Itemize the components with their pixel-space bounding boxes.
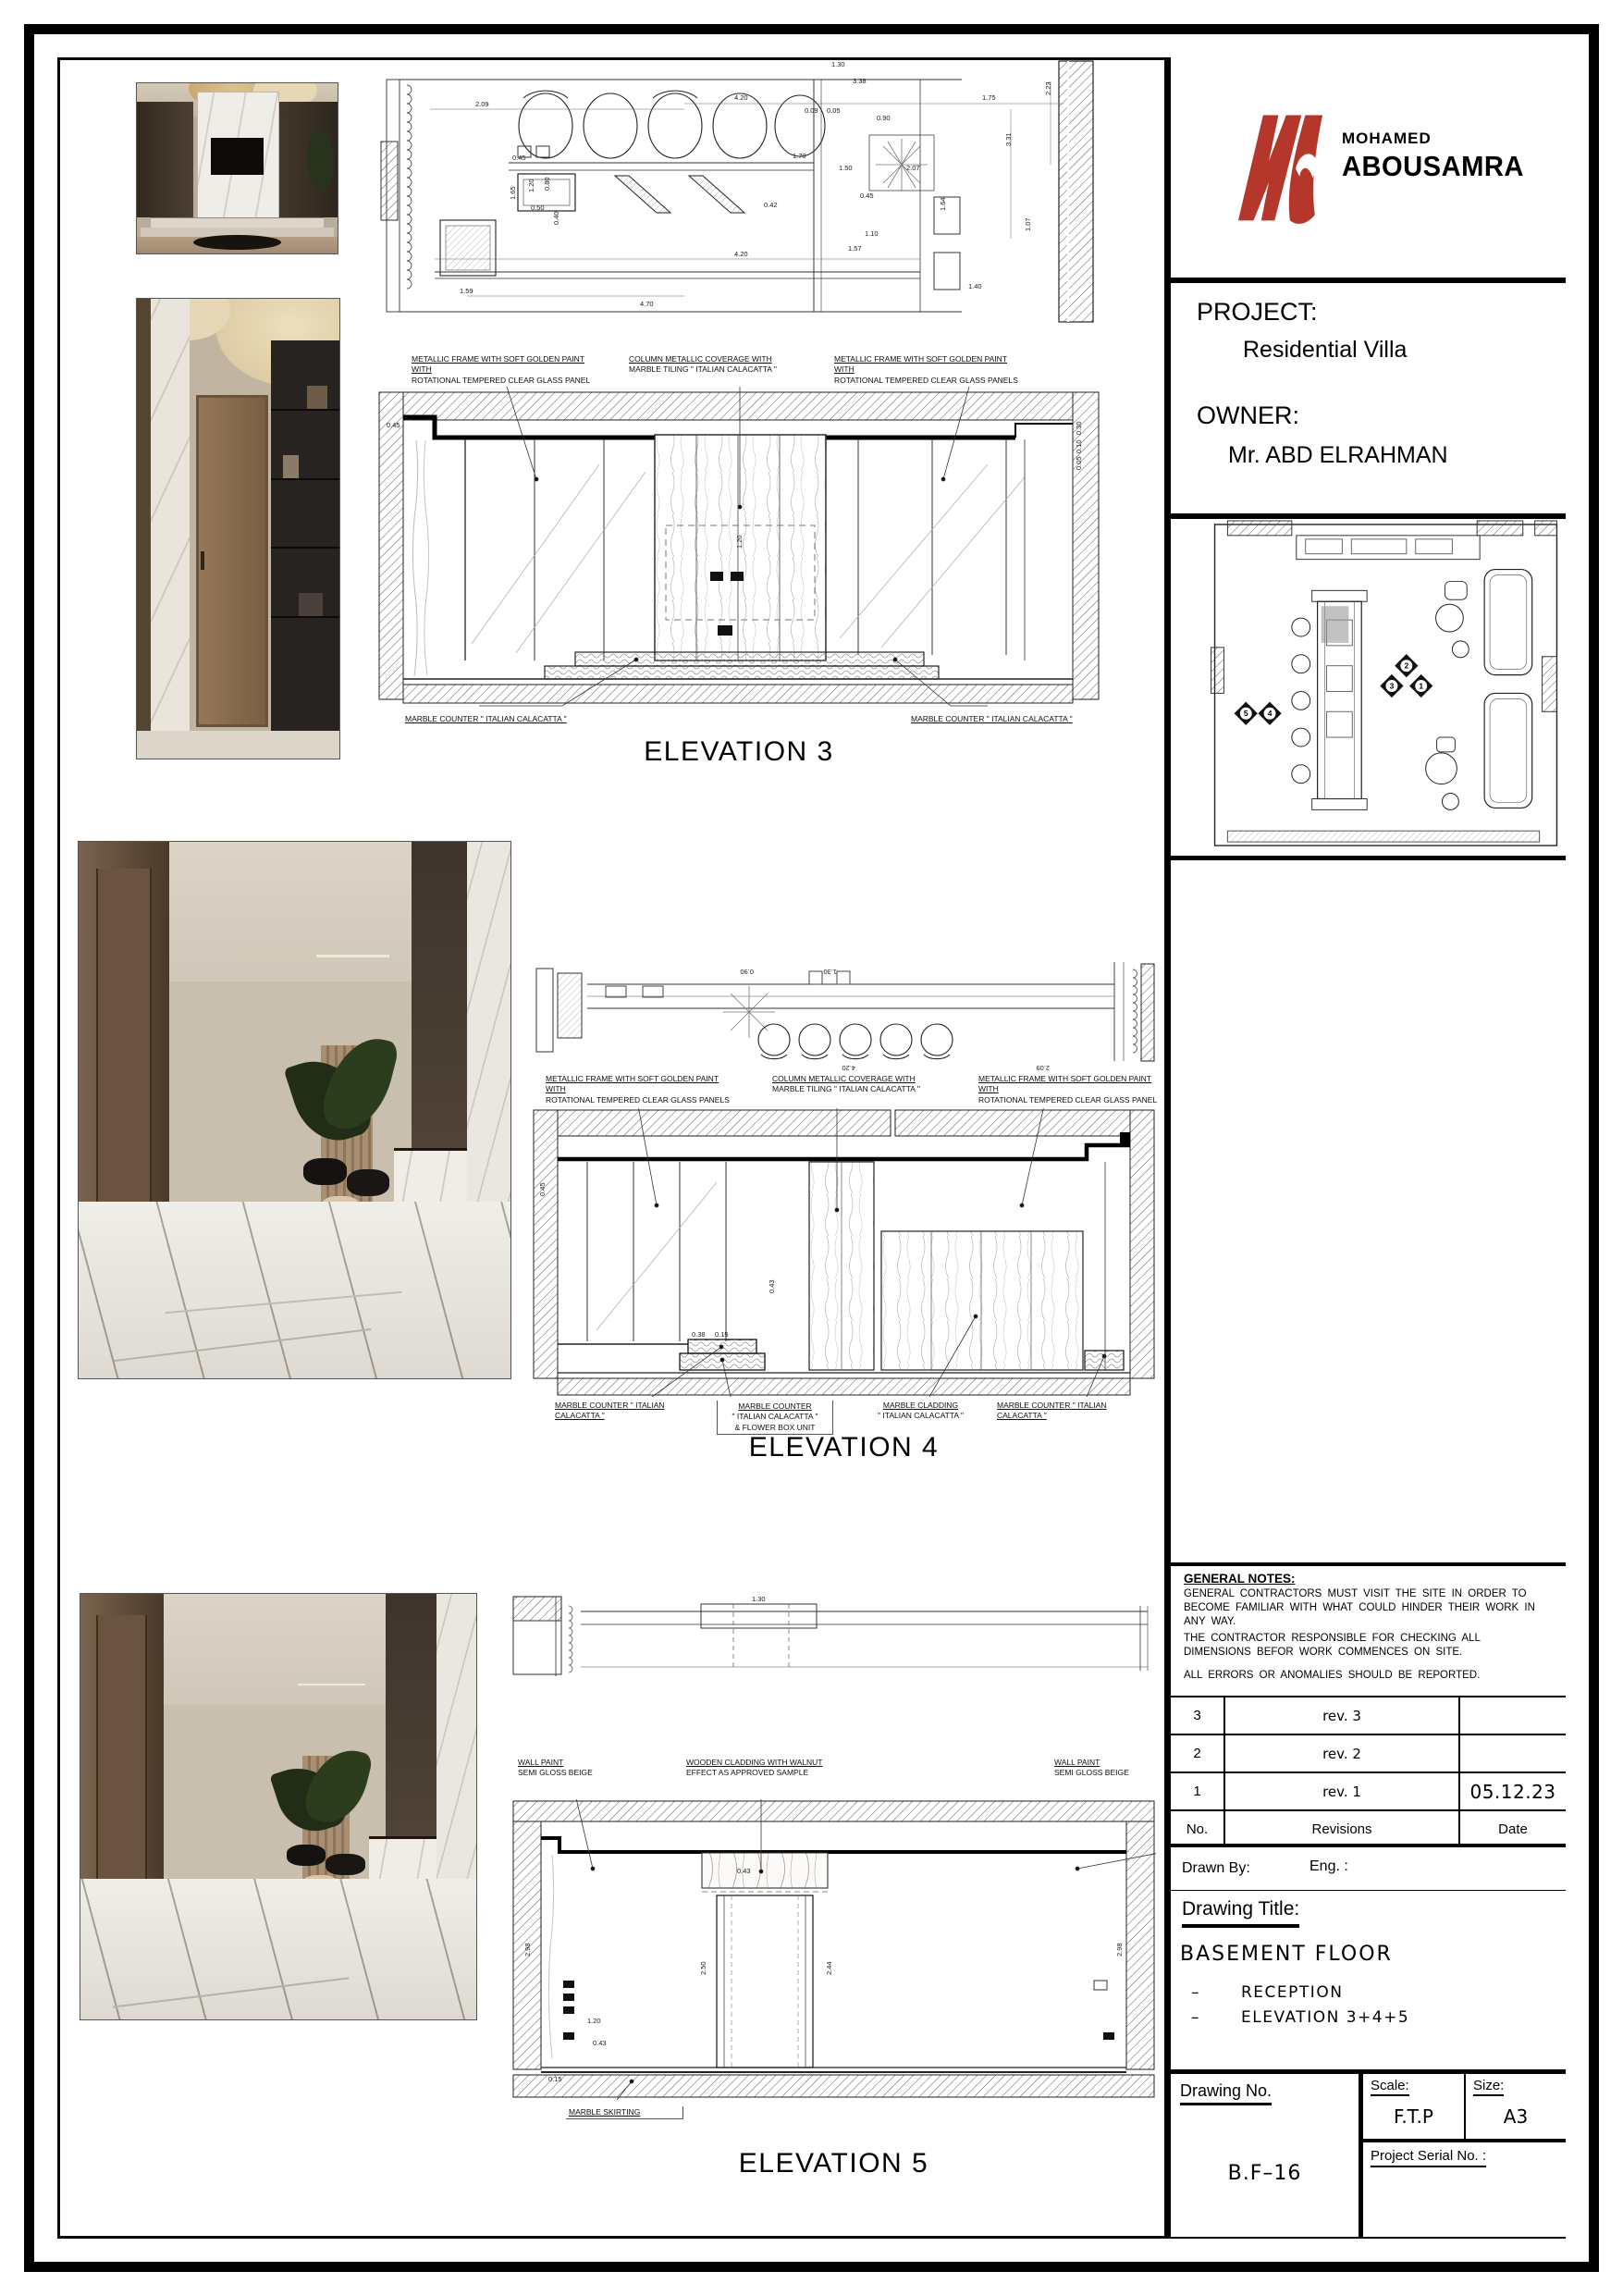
svg-text:0.40: 0.40: [552, 211, 560, 225]
svg-text:0.43: 0.43: [737, 1867, 751, 1875]
svg-text:0.05: 0.05: [827, 106, 841, 115]
svg-text:1: 1: [1419, 681, 1424, 691]
callout-wall-paint-right: WALL PAINT SEMI GLOSS BEIGE: [1054, 1758, 1129, 1778]
photo-shelf-line: [271, 409, 339, 411]
callout-column-coverage: COLUMN METALLIC COVERAGE WITH MARBLE TILING " ITALIAN CALACATTA ": [629, 354, 777, 375]
svg-text:4: 4: [1267, 709, 1273, 719]
brand-name-top: MOHAMED: [1342, 130, 1432, 147]
svg-text:2.44: 2.44: [825, 1961, 833, 1975]
svg-text:1.57: 1.57: [848, 244, 862, 253]
svg-text:1.07: 1.07: [1024, 217, 1032, 231]
callout-marble-counter-flowerbox: MARBLE COUNTER " ITALIAN CALACATTA " & FLOWER BOX UNIT: [717, 1401, 833, 1435]
photo-shelf-line: [271, 478, 339, 480]
svg-text:3: 3: [1389, 681, 1395, 691]
callout-wooden-cladding: WOODEN CLADDING WITH WALNUT EFFECT AS APPROVED SAMPLE: [686, 1758, 823, 1778]
callout-column-coverage: COLUMN METALLIC COVERAGE WITH MARBLE TILING " ITALIAN CALACATTA ": [772, 1074, 920, 1094]
owner-label: OWNER:: [1197, 401, 1299, 429]
revision-no: 3: [1193, 1708, 1201, 1723]
photo-wood-door: [196, 395, 268, 727]
svg-text:0.09: 0.09: [805, 106, 818, 115]
svg-text:4.20: 4.20: [734, 93, 748, 102]
svg-text:1.30: 1.30: [752, 1595, 766, 1603]
drawing-title-dash: –: [1191, 1983, 1199, 2002]
svg-text:1.75: 1.75: [982, 93, 996, 102]
svg-text:0.05: 0.05: [1075, 456, 1083, 470]
svg-text:2: 2: [1404, 660, 1409, 671]
svg-text:1.20: 1.20: [735, 535, 744, 549]
svg-text:2.98: 2.98: [1115, 1943, 1124, 1957]
callout-metallic-frame-right: METALLIC FRAME WITH SOFT GOLDEN PAINT WITH ROTATIONAL TEMPERED CLEAR GLASS PANEL: [978, 1074, 1158, 1105]
svg-text:2.07: 2.07: [906, 164, 920, 172]
svg-text:1.30: 1.30: [823, 968, 837, 976]
photo-ceiling-light: [298, 1684, 365, 1686]
owner-name: Mr. ABD ELRAHMAN: [1228, 442, 1448, 468]
project-label: PROJECT:: [1197, 298, 1318, 326]
scale-value: F.T.P: [1394, 2105, 1433, 2128]
drawn-by-box: [1171, 1844, 1566, 1895]
svg-text:2.09: 2.09: [475, 100, 489, 108]
size-value: A3: [1503, 2105, 1529, 2128]
svg-text:1.20: 1.20: [527, 179, 535, 192]
photo-stool: [287, 1845, 326, 1866]
svg-text:1.64: 1.64: [939, 197, 947, 211]
photo-floor-marble: [80, 1879, 476, 2019]
svg-text:3.38: 3.38: [853, 77, 867, 85]
revision-no: 1: [1193, 1784, 1201, 1799]
ceiling-section-drawing-5: [511, 1593, 1156, 1681]
svg-text:0.45: 0.45: [860, 191, 874, 200]
titleblock-divider: [1164, 57, 1171, 2237]
svg-text:1.50: 1.50: [839, 164, 853, 172]
revision-row: [1171, 1771, 1566, 1809]
svg-text:2.98: 2.98: [523, 1943, 532, 1957]
photo-stool: [303, 1158, 347, 1185]
svg-text:0.45: 0.45: [512, 154, 526, 162]
drawing-no-cell: [1171, 2074, 1363, 2237]
drawing-info-box: [1171, 2074, 1566, 2237]
photo-shelf-line: [271, 547, 339, 549]
drawing-no-label: Drawing No.: [1180, 2081, 1272, 2105]
photo-plant: [307, 131, 333, 190]
revision-header-desc: Revisions: [1223, 1811, 1458, 1847]
elevation4-title: ELEVATION 4: [748, 1432, 940, 1463]
elevation4-drawing: [532, 1108, 1156, 1397]
callout-metallic-frame-left: METALLIC FRAME WITH SOFT GOLDEN PAINT WITH ROTATIONAL TEMPERED CLEAR GLASS PANELS: [546, 1074, 730, 1105]
svg-text:0.50: 0.50: [531, 204, 545, 212]
revision-header-date: Date: [1458, 1811, 1566, 1847]
revision-date: [1458, 1697, 1566, 1734]
revision-desc: rev. 3: [1223, 1697, 1458, 1734]
svg-text:1.30: 1.30: [831, 60, 845, 68]
photo-floor-marble: [79, 1202, 510, 1378]
svg-text:0.30: 0.30: [1075, 421, 1083, 435]
size-cell: [1466, 2074, 1566, 2142]
photo-books: [283, 455, 300, 478]
drawing-no-value: B.F–16: [1227, 2162, 1302, 2185]
svg-text:0.38: 0.38: [692, 1330, 706, 1339]
eng-label: Eng. :: [1309, 1858, 1348, 1874]
general-notes-para: THE CONTRACTOR RESPONSIBLE FOR CHECKING ALL DIMENSIONS BEFOR WORK COMMENCES ON SITE.: [1184, 1632, 1481, 1658]
svg-text:0.45: 0.45: [538, 1182, 547, 1196]
photo-dark-strip: [137, 299, 151, 759]
scale-cell: [1363, 2074, 1466, 2142]
drawing-title-box: [1171, 1891, 1566, 2074]
svg-text:0.43: 0.43: [593, 2039, 607, 2047]
keyplan-box: [1171, 519, 1566, 860]
svg-text:0.15: 0.15: [715, 1330, 729, 1339]
photo-books: [299, 593, 323, 616]
drawing-title-line1: BASEMENT FLOOR: [1180, 1943, 1393, 1966]
svg-text:2.09: 2.09: [1036, 1064, 1050, 1072]
callout-marble-counter: MARBLE COUNTER " ITALIAN CALACATTA ": [997, 1401, 1107, 1421]
project-owner-box: [1171, 283, 1566, 519]
aboulsamra-logo-icon: [1232, 102, 1329, 236]
svg-text:1.10: 1.10: [865, 229, 879, 238]
render-photo-tv-wall: [137, 83, 338, 253]
general-notes-para: ALL ERRORS OR ANOMALIES SHOULD BE REPORTED.: [1184, 1669, 1481, 1681]
revision-no: 2: [1193, 1746, 1201, 1761]
revisions-table: [1171, 1696, 1566, 1844]
render-photo-corridor: [79, 842, 510, 1378]
photo-plant-leaf: [301, 1742, 374, 1830]
serial-cell: [1363, 2142, 1566, 2237]
photo-stool: [326, 1854, 365, 1875]
revision-row: [1171, 1696, 1566, 1734]
render-photo-hall-door: [137, 299, 339, 759]
photo-bookshelf: [271, 340, 339, 731]
svg-text:0.42: 0.42: [764, 201, 778, 209]
drawing-title-dash: –: [1191, 2008, 1199, 2027]
serial-label: Project Serial No. :: [1371, 2148, 1486, 2167]
svg-text:3.31: 3.31: [1004, 132, 1013, 146]
svg-text:5: 5: [1243, 709, 1248, 719]
svg-text:0.90: 0.90: [877, 114, 891, 122]
ceiling-section-drawing-1: [379, 54, 1099, 339]
svg-text:1.59: 1.59: [460, 287, 473, 295]
revision-header-no: No.: [1186, 1821, 1209, 1837]
photo-tv-screen: [211, 138, 263, 175]
svg-text:4.20: 4.20: [842, 1064, 855, 1072]
elevation5-title: ELEVATION 5: [738, 2148, 929, 2179]
svg-text:1.20: 1.20: [587, 2017, 601, 2025]
drawn-by-label: Drawn By:: [1182, 1860, 1250, 1876]
size-label: Size:: [1473, 2078, 1504, 2096]
drawing-title-label: Drawing Title:: [1182, 1898, 1299, 1928]
callout-marble-counter: MARBLE COUNTER " ITALIAN CALACATTA ": [555, 1401, 665, 1421]
revision-date: 05.12.23: [1458, 1773, 1566, 1809]
svg-text:0.45: 0.45: [387, 421, 400, 429]
general-notes-para: GENERAL CONTRACTORS MUST VISIT THE SITE IN ORDER TO BECOME FAMILIAR WITH WHAT COULD HINDER THEIR WORK IN ANY WAY.: [1184, 1588, 1535, 1628]
revision-row: [1171, 1734, 1566, 1771]
ceiling-section-drawing-4: [532, 955, 1156, 1075]
svg-text:1.65: 1.65: [509, 186, 517, 200]
general-notes-box: [1171, 1566, 1566, 1696]
callout-marble-cladding: MARBLE CLADDING " ITALIAN CALACATTA ": [878, 1401, 964, 1421]
general-notes-title: GENERAL NOTES:: [1184, 1572, 1296, 1586]
elevation3-title: ELEVATION 3: [644, 736, 834, 767]
revision-date: [1458, 1735, 1566, 1771]
render-photo-corridor: [80, 1594, 476, 2019]
empty-box: [1171, 860, 1566, 1566]
photo-shelf-line: [271, 616, 339, 618]
svg-text:2.23: 2.23: [1044, 81, 1052, 95]
logo-box: [1171, 57, 1566, 283]
photo-door-handle: [201, 551, 204, 570]
svg-text:2.50: 2.50: [699, 1961, 707, 1975]
drawing-title-item: ELEVATION 3+4+5: [1241, 2008, 1410, 2027]
callout-marble-skirting: MARBLE SKIRTING: [566, 2106, 683, 2119]
callout-metallic-frame-right: METALLIC FRAME WITH SOFT GOLDEN PAINT WITH ROTATIONAL TEMPERED CLEAR GLASS PANELS: [834, 354, 1018, 385]
callout-metallic-frame-left: METALLIC FRAME WITH SOFT GOLDEN PAINT WITH ROTATIONAL TEMPERED CLEAR GLASS PANEL: [412, 354, 591, 385]
photo-floor: [137, 731, 339, 759]
revision-desc: rev. 1: [1223, 1773, 1458, 1809]
brand-name-bottom: ABOUSAMRA: [1342, 150, 1524, 182]
drawing-title-item: RECEPTION: [1241, 1983, 1344, 2002]
elevation3-drawing: [377, 387, 1100, 712]
callout-wall-paint-left: WALL PAINT SEMI GLOSS BEIGE: [518, 1758, 593, 1778]
project-name: Residential Villa: [1243, 337, 1408, 363]
elevation5-drawing: [511, 1799, 1156, 2100]
svg-text:0.10: 0.10: [1075, 439, 1083, 453]
svg-text:4.70: 4.70: [640, 300, 654, 308]
svg-text:1.70: 1.70: [793, 152, 806, 160]
svg-text:0.15: 0.15: [548, 2075, 562, 2083]
photo-stool: [347, 1169, 390, 1196]
svg-text:0.43: 0.43: [768, 1279, 776, 1293]
callout-marble-counter-left: MARBLE COUNTER " ITALIAN CALACATTA ": [405, 714, 567, 723]
photo-ceiling-light: [316, 955, 389, 957]
revision-desc: rev. 2: [1223, 1735, 1458, 1771]
scale-label: Scale:: [1371, 2078, 1409, 2096]
photo-side-panel-left: [137, 102, 193, 217]
svg-text:0.90: 0.90: [740, 968, 754, 976]
svg-text:4.20: 4.20: [734, 250, 748, 258]
svg-text:1.40: 1.40: [968, 282, 982, 290]
keyplan-drawing: [1208, 519, 1564, 854]
svg-text:0.80: 0.80: [543, 177, 551, 191]
photo-books: [307, 386, 327, 409]
callout-marble-counter-right: MARBLE COUNTER " ITALIAN CALACATTA ": [911, 714, 1073, 723]
